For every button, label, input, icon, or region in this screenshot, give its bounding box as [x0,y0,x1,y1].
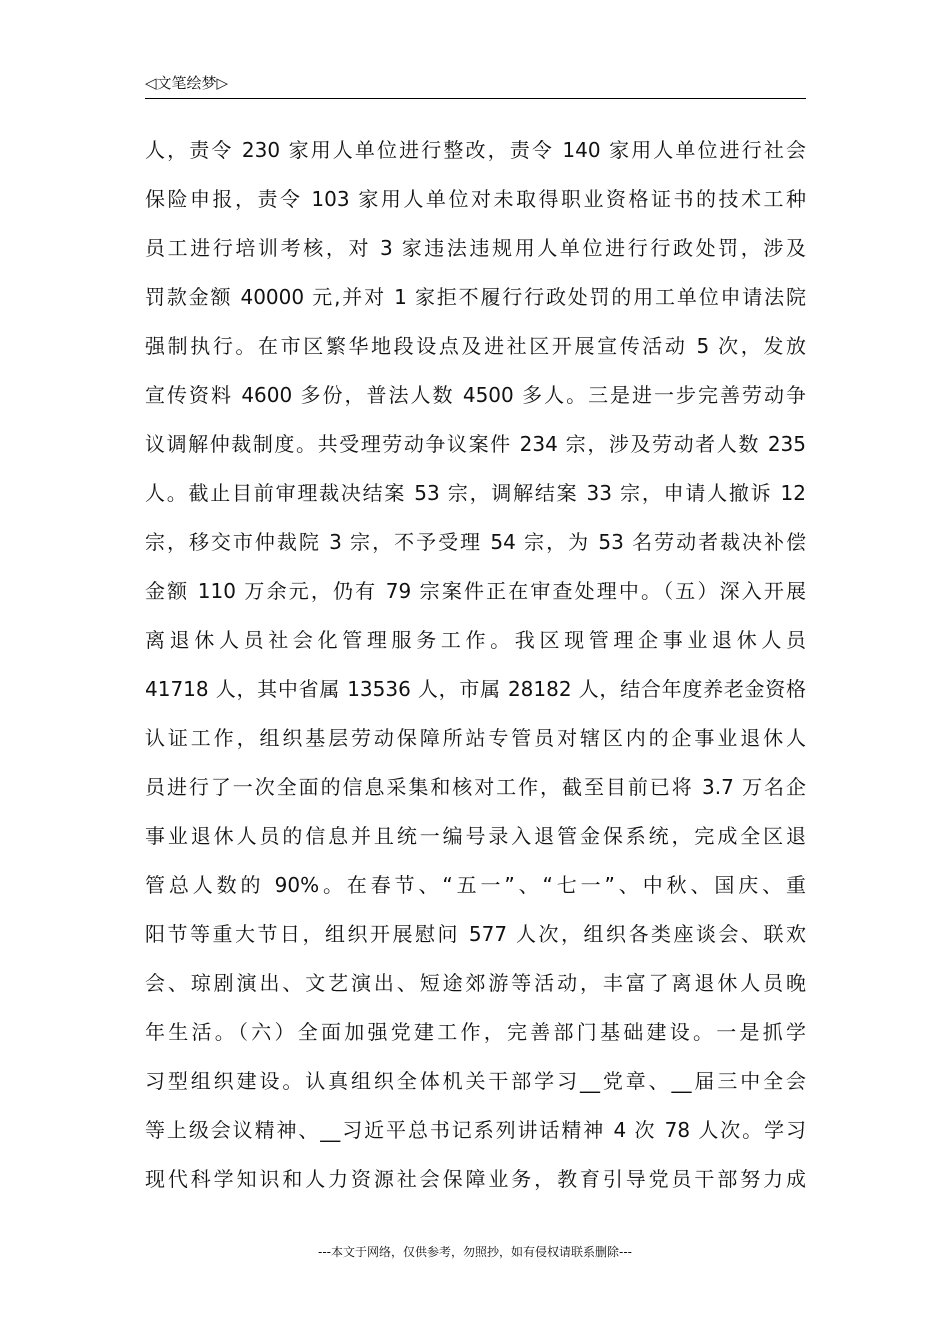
body-line: 事业退休人员的信息并且统一编号录入退管金保系统，完成全区退 [145,824,806,848]
body-line: 习型组织建设。认真组织全体机关干部学习__党章、__届三中全会 [145,1069,806,1093]
body-line: 管总人数的 90%。在春节、“五一”、“七一”、中秋、国庆、重 [145,873,806,897]
header-title: ◁文笔绘梦▷ [145,74,229,92]
document-body [145,126,806,1204]
body-line: 议调解仲裁制度。共受理劳动争议案件 234 宗，涉及劳动者人数 235 [145,432,806,456]
body-line: 等上级会议精神、__习近平总书记系列讲话精神 4 次 78 人次。学习 [145,1118,806,1142]
body-line: 现代科学知识和人力资源社会保障业务，教育引导党员干部努力成 [145,1167,806,1191]
body-line: 员工进行培训考核，对 3 家违法违规用人单位进行行政处罚，涉及 [145,236,806,260]
body-line: 人，责令 230 家用人单位进行整改，责令 140 家用人单位进行社会 [145,138,806,162]
body-line: 强制执行。在市区繁华地段设点及进社区开展宣传活动 5 次，发放 [145,334,806,358]
body-line: 宗，移交市仲裁院 3 宗，不予受理 54 宗，为 53 名劳动者裁决补偿 [145,530,806,554]
body-line: 金额 110 万余元，仍有 79 宗案件正在审查处理中。（五）深入开展 [145,579,806,603]
body-line: 会、琼剧演出、文艺演出、短途郊游等活动，丰富了离退休人员晚 [145,971,806,995]
body-line: 保险申报，责令 103 家用人单位对未取得职业资格证书的技术工种 [145,187,806,211]
body-line: 阳节等重大节日，组织开展慰问 577 人次，组织各类座谈会、联欢 [145,922,806,946]
body-line: 罚款金额 40000 元,并对 1 家拒不履行行政处罚的用工单位申请法院 [145,285,806,309]
page-header [145,72,806,99]
body-line: 认证工作，组织基层劳动保障所站专管员对辖区内的企事业退休人 [145,726,806,750]
body-line: 41718 人，其中省属 13536 人，市属 28182 人，结合年度养老金资格 [145,677,806,701]
body-line: 宣传资料 4600 多份，普法人数 4500 多人。三是进一步完善劳动争 [145,383,806,407]
body-line: 员进行了一次全面的信息采集和核对工作，截至目前已将 3.7 万名企 [145,775,806,799]
body-line: 离退休人员社会化管理服务工作。我区现管理企事业退休人员 [145,628,806,652]
body-line: 年生活。（六）全面加强党建工作，完善部门基础建设。一是抓学 [145,1020,806,1044]
body-line: 人。截止目前审理裁决结案 53 宗，调解结案 33 宗，申请人撤诉 12 [145,481,806,505]
footer-disclaimer: ---本文于网络，仅供参考，勿照抄，如有侵权请联系删除--- [318,1245,632,1259]
page-footer [0,1244,950,1260]
